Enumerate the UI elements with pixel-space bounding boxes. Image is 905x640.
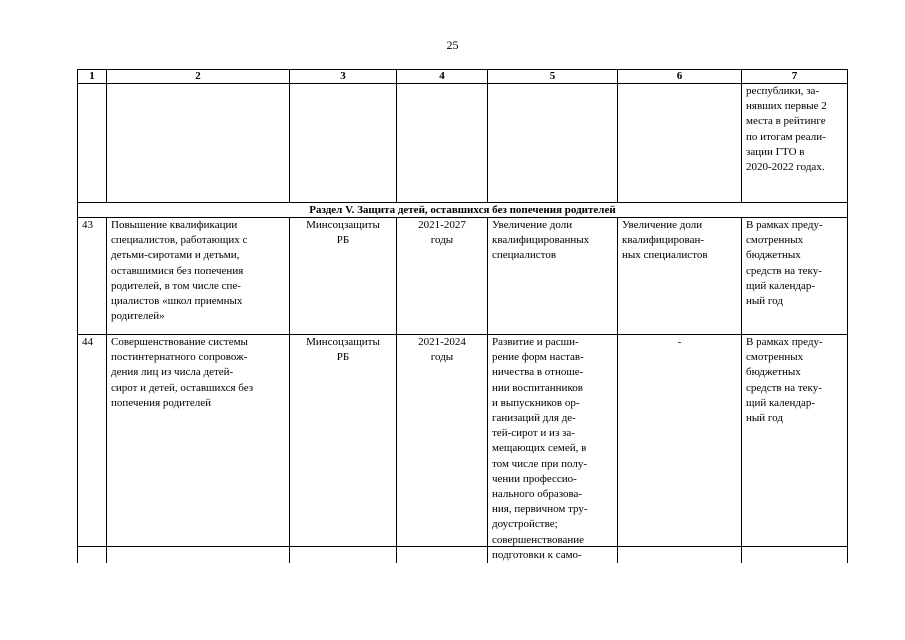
text-line: годы: [430, 351, 454, 364]
text-line: по итогам реали-: [746, 130, 826, 143]
executor-cell: [290, 335, 397, 564]
page-number: 25: [446, 38, 459, 52]
text-line: Совершенствование системы: [111, 336, 248, 348]
header-col-1: 1: [78, 70, 107, 84]
text-line: нявших первые 2: [746, 100, 827, 113]
text-line: совершенствование: [492, 533, 585, 546]
text-line: годы: [430, 234, 454, 247]
text-line: сирот и детей, оставшихся без: [111, 381, 254, 394]
period-cell: [397, 218, 488, 335]
cell-empty: [290, 84, 397, 203]
continuation-row: [78, 84, 848, 203]
text-line: В рамках преду-: [746, 219, 823, 231]
indicator-cell: [618, 218, 742, 335]
table-row: [78, 335, 848, 564]
text-line: рение форм настав-: [492, 351, 584, 364]
text-line: постинтернатного сопровож-: [111, 351, 248, 364]
text-line: Увеличение доли: [622, 219, 703, 231]
row-number: 43: [78, 218, 107, 335]
text-line: Минсоцзащиты: [306, 219, 380, 231]
cell-empty: [397, 84, 488, 203]
text-line: квалифицирован-: [622, 234, 705, 247]
text-line: и выпускников ор-: [492, 396, 580, 409]
text-line: Повышение квалификации: [111, 219, 238, 231]
plan-table: [77, 69, 848, 563]
funding-cell: [742, 218, 848, 335]
text-line: ный год: [746, 412, 783, 425]
text-line: Развитие и расши-: [492, 336, 579, 348]
cell-empty: [78, 84, 107, 203]
table-bottom-border: [77, 546, 847, 547]
header-col-6: 6: [618, 70, 742, 84]
text-line: тей-сирот и из за-: [492, 427, 575, 440]
text-line: щий календар-: [746, 396, 816, 409]
text-line: республики, за-: [746, 85, 820, 97]
row-number: 44: [78, 335, 107, 564]
activity-cell: [107, 335, 290, 564]
header-col-5: 5: [488, 70, 618, 84]
text-line: РБ: [336, 234, 350, 247]
header-col-7: 7: [742, 70, 848, 84]
text-line: специалистов, работающих с: [111, 234, 248, 247]
indicator-cell: -: [618, 335, 742, 564]
text-line: 2021-2024: [418, 336, 466, 348]
text-line: квалифицированных: [492, 234, 590, 247]
text-line: ный год: [746, 295, 783, 308]
text-line: нии воспитанников: [492, 381, 583, 394]
text-line: циалистов «школ приемных: [111, 295, 243, 308]
text-line: щий календар-: [746, 279, 816, 292]
text-line: мещающих семей, в: [492, 442, 587, 455]
text-line: подготовки к само-: [492, 548, 582, 561]
text-line: нального образова-: [492, 488, 583, 501]
text-line: родителей, в том числе спе-: [111, 279, 241, 292]
header-col-4: 4: [397, 70, 488, 84]
result-cell: [488, 218, 618, 335]
text-line: ных специалистов: [622, 249, 708, 262]
text-line: 2020-2022 годах.: [746, 161, 825, 174]
text-line: Минсоцзащиты: [306, 336, 380, 348]
text-line: средств на теку-: [746, 381, 822, 394]
cell-empty: [488, 84, 618, 203]
text-line: 2021-2027: [418, 219, 466, 231]
text-line: бюджетных: [746, 366, 801, 379]
text-line: ничества в отноше-: [492, 366, 584, 379]
period-cell: [397, 335, 488, 564]
text-line: том числе при полу-: [492, 457, 588, 470]
cell-empty: [107, 84, 290, 203]
text-line: Увеличение доли: [492, 219, 573, 231]
result-cell: [488, 335, 618, 564]
table-row: [78, 218, 848, 335]
text-line: РБ: [336, 351, 350, 364]
text-line: зации ГТО в: [746, 145, 805, 158]
text-line: смотренных: [746, 234, 804, 247]
text-line: доустройстве;: [492, 518, 558, 531]
text-line: смотренных: [746, 351, 804, 364]
text-line: специалистов: [492, 249, 557, 262]
section-row: [78, 203, 848, 218]
text-line: ния, первичном тру-: [492, 503, 588, 516]
header-col-2: 2: [107, 70, 290, 84]
text-line: детьми-сиротами и детьми,: [111, 249, 240, 262]
text-line: средств на теку-: [746, 264, 822, 277]
continuation-funding-cell: [742, 84, 848, 203]
text-line: попечения родителей: [111, 396, 211, 409]
header-col-3: 3: [290, 70, 397, 84]
text-line: родителей»: [111, 310, 165, 323]
text-line: ганизаций для де-: [492, 412, 576, 425]
funding-cell: [742, 335, 848, 564]
header-row: [78, 70, 848, 84]
executor-cell: [290, 218, 397, 335]
cell-empty: [618, 84, 742, 203]
text-line: В рамках преду-: [746, 336, 823, 348]
text-line: чении профессио-: [492, 472, 577, 485]
text-line: оставшимися без попечения: [111, 264, 244, 277]
text-line: дения лиц из числа детей-: [111, 366, 234, 379]
text-line: места в рейтинге: [746, 115, 826, 128]
section-title: Раздел V. Защита детей, оставшихся без попечения родителей: [78, 203, 848, 218]
text-line: бюджетных: [746, 249, 801, 262]
activity-cell: [107, 218, 290, 335]
